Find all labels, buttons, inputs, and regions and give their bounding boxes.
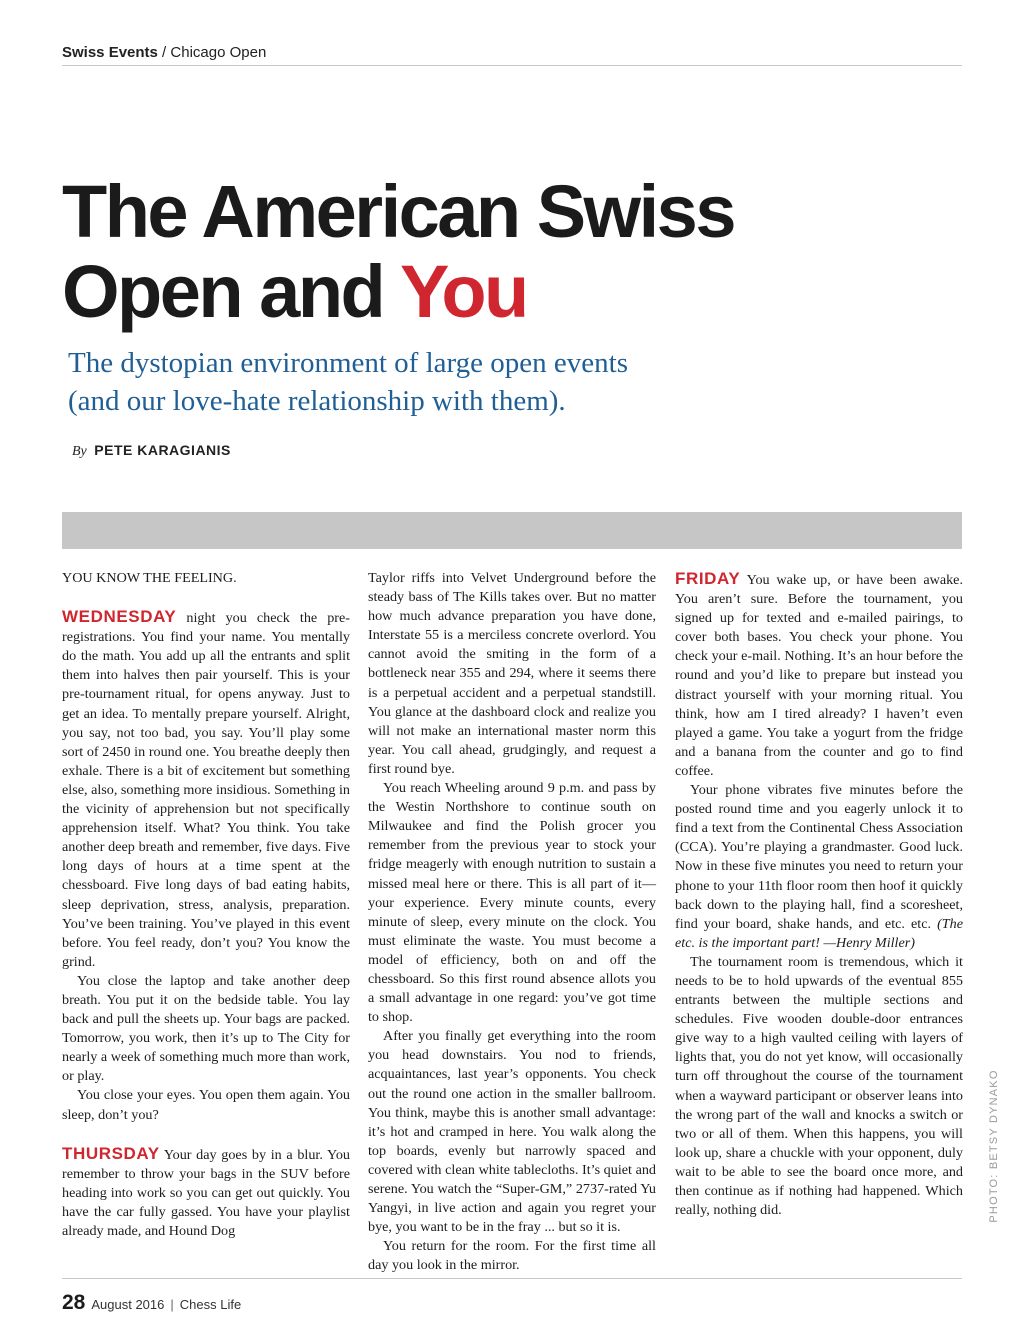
paragraph-text: night you check the pre-registrations. You find your name. You mentally do the math. You add up all the entrants and split them into halves then pair yourself. This is your pre-tournament ritual, for opens anyway. Just to get an idea. To mentally prepare yourself. Alright, you say, not too bad, you say. You’ll play some sort of 2450 in round one. You breathe deeply then exhale. There is a bit of excitement but something else, also, something more insidious. Something in the vicinity of apprehension but not specifically apprehension itself. What? You think. You take another deep breath and remember, five days. Five long days of hours at a time spent at the chessboard. Five long days of bad eating habits, sleep deprivation, stress, analysis, preparation. You’ve been training. You’ve played in this event before. You feel ready, don’t you? You know the grind. [62, 610, 350, 970]
title-line-1: The American Swiss [62, 170, 734, 253]
footer-separator: | [170, 1297, 174, 1312]
article-column-3 [675, 569, 963, 1220]
paragraph-text: Your phone vibrates five minutes before the posted round time and you eagerly unlock it to find a text from the Continental Chess Association (CCA). You’re playing a grandmaster. Good luck. Now in these five minutes you need to return your phone to your 11th floor room then hoof it quickly back down to the playing hall, find a scoresheet, find your board, shake hands, and etc. etc. [675, 782, 963, 932]
paragraph-opening: YOU KNOW THE FEELING. [62, 570, 237, 586]
paragraph [675, 781, 963, 953]
article-title [62, 172, 962, 332]
day-heading-thursday: THURSDAY [62, 1143, 160, 1163]
paragraph-friday [675, 569, 963, 781]
header-divider: / [157, 44, 171, 61]
byline-prefix: By [72, 444, 87, 459]
article-subtitle [68, 344, 948, 420]
decorative-band [62, 512, 962, 549]
byline-author: PETE KARAGIANIS [94, 442, 231, 458]
paragraph: You return for the room. For the first time all day you look in the mirror. [368, 1238, 656, 1274]
paragraph: You close the laptop and take another deep breath. You put it on the bedside table. You lay back and pull the sheets up. Your bags are packed. Tomorrow, you work, then it’s up to The City for nearly a week of something much more than work, or play. [62, 972, 350, 1085]
paragraph: Taylor riffs into Velvet Underground before the steady bass of The Kills takes over. But no matter how much advance preparation you have done, Interstate 55 is a merciless concrete overlord. You cannot avoid the smiting in the form of a bottleneck near 355 and 294, where it seems there is a perpetual accident and a perpetual standstill. You glance at the dashboard clock and realize you will not make an international master norm this year. You call ahead, grudgingly, and request a first round bye. [368, 570, 656, 777]
quote-henry-miller: (The etc. is the important part! —Henry Miller) [675, 915, 963, 951]
paragraph-wednesday [62, 607, 350, 972]
title-line-2: Open and [62, 250, 400, 333]
paragraph-thursday [62, 1144, 350, 1241]
paragraph: After you finally get everything into the room you head downstairs. You nod to friends, acquaintances, last year’s opponents. You check out the round one action in the smaller ballroom. You think, maybe this is another small advantage: it’s hot and cramped in here. You walk along the top boards, evenly but narrowly spaced and covered with clean white tablecloths. It’s quiet and serene. You watch the “Super-GM,” 2737-rated Yu Yangyi, in live action and again you regret your bye, you want to be in the fray ... but so it is. [368, 1028, 656, 1236]
paragraph: You close your eyes. You open them again. You sleep, don’t you? [62, 1087, 350, 1123]
article-column-2 [368, 569, 656, 1275]
page-number: 28 [62, 1291, 86, 1314]
page-footer [62, 1291, 241, 1315]
paragraph-text: You wake up, or have been awake. You aren’t sure. Before the tournament, you signed up for texted and e-mailed pairings, to cover both bases. You check your phone. You check your e-mail. Nothing. It’s an hour before the round and you’d like to prepare but instead you distract yourself with your morning ritual. You think, how am I tired already? I haven’t even played a game. You take a yogurt from the fridge and a banana from the counter and go to find coffee. [675, 572, 963, 779]
header-subsection: Chicago Open [170, 44, 267, 61]
day-heading-friday: FRIDAY [675, 569, 741, 588]
subtitle-line-2: (and our love-hate relationship with them). [68, 385, 566, 417]
footer-rule [62, 1278, 962, 1279]
publication-name: Chess Life [179, 1297, 242, 1312]
day-heading-wednesday: WEDNESDAY [62, 607, 177, 627]
header-section: Swiss Events [62, 44, 158, 61]
issue-date: August 2016 [91, 1297, 165, 1312]
running-header [62, 44, 962, 61]
paragraph-text: Your day goes by in a blur. You remember to throw your bags in the SUV before heading into work so you can get out quickly. You have the car fully gassed. You have your playlist already made, and Hound Dog [62, 1146, 350, 1239]
photo-credit: PHOTO: BETSY DYNAKO [988, 1069, 1000, 1223]
subtitle-line-1: The dystopian environment of large open events [68, 347, 628, 379]
paragraph: You reach Wheeling around 9 p.m. and pass by the Westin Northshore to continue south on Milwaukee and find the Polish grocer you remember from the previous year to stock your fridge meagerly with enough nutrition to sustain a missed meal here or there. This is all part of it—your experience. Every minute counts, every minute of sleep, every minute on the clock. You must eliminate the waste. You must become a model of efficiency, both on and off the chessboard. So this first round absence allots you a small advantage in one regard: you’ve got time to shop. [368, 780, 656, 1026]
header-rule [62, 65, 962, 66]
byline [72, 442, 231, 460]
article-column-1 [62, 569, 350, 1241]
title-accent-word: You [399, 250, 527, 333]
paragraph: The tournament room is tremendous, which it needs to be to hold upwards of the eventual 855 entrants between the multiple sections and schedules. Five wooden double-door entrances give way to a high vaulted ceiling with layers of lights that, you do not yet know, will occasionally turn off throughout the course of the tournament when a wayward participant or observer leans into the wrong part of the wall and knocks a switch or two or all of them. When this happens, you will look up, share a chuckle with your opponent, duly wait to be able to see the board once more, and then continue as if nothing had happened. Which really, nothing did. [675, 953, 963, 1219]
